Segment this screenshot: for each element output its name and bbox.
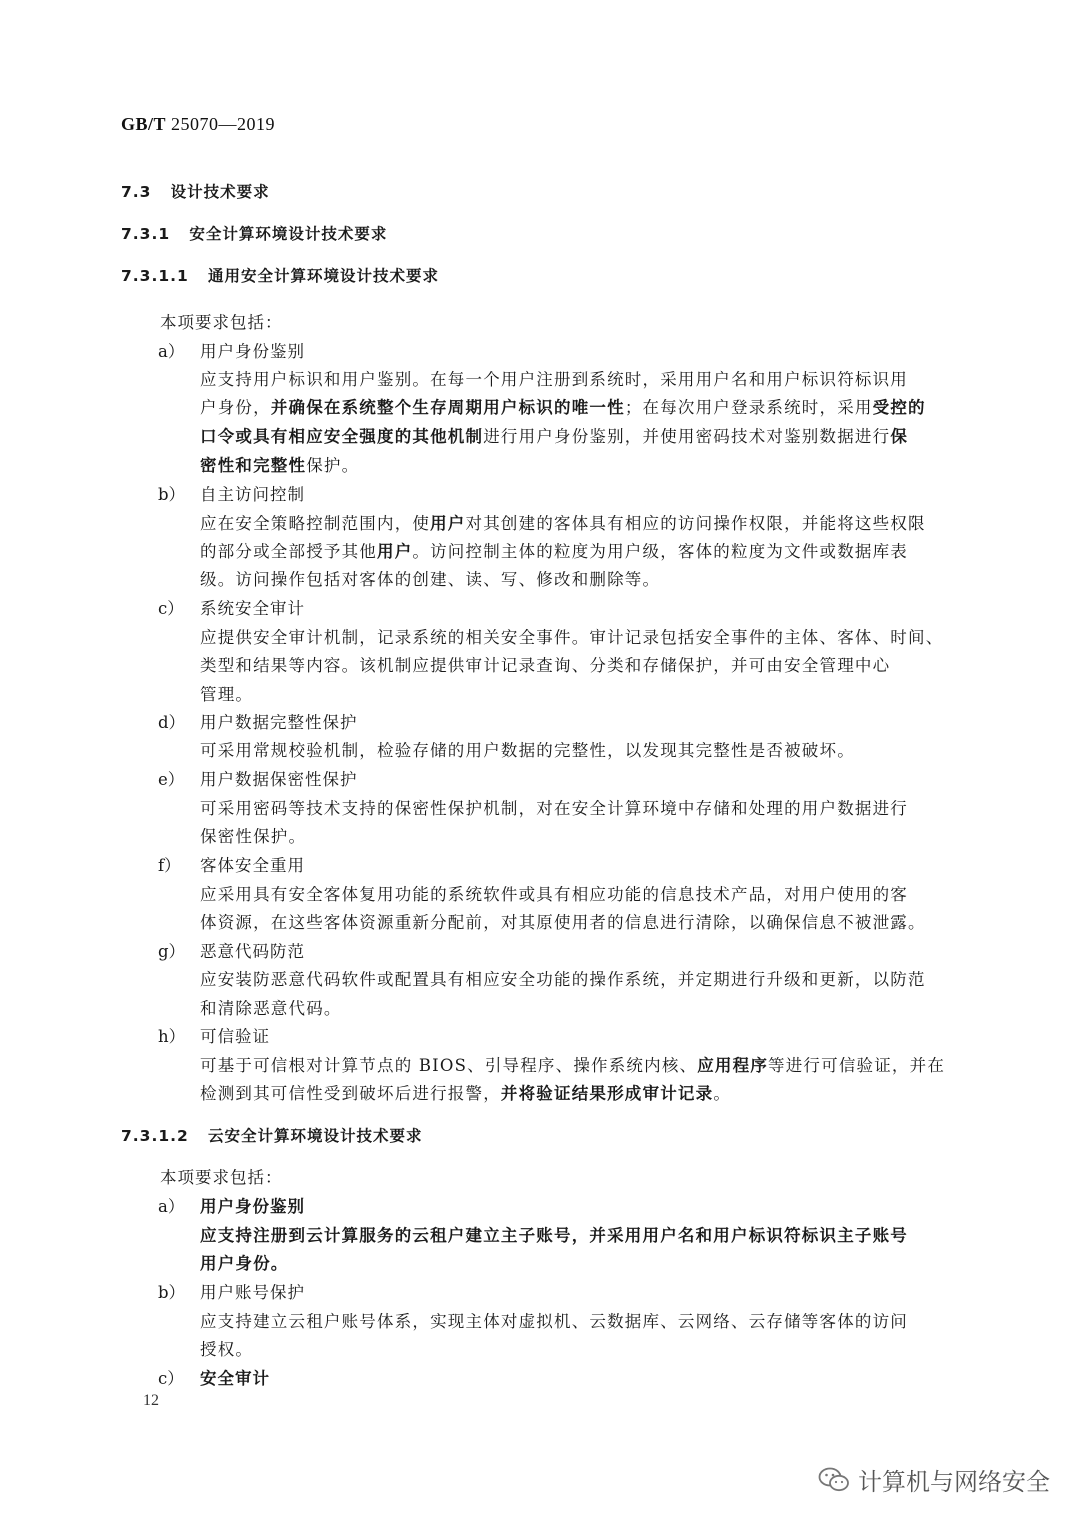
section-title: 设计技术要求: [170, 183, 270, 201]
emphasis: 口令或具有相应安全强度的其他机制: [200, 427, 484, 446]
emphasis: 用户: [377, 542, 413, 561]
emphasis: 并确保在系统整个生存周期用户标识的唯一性: [270, 398, 625, 417]
standard-prefix: GB/T: [121, 114, 167, 134]
item-label: e）: [158, 770, 185, 789]
item-label: b）: [158, 1283, 186, 1302]
section-number: 7.3.1.2: [121, 1127, 189, 1145]
watermark-text: 计算机与网络安全: [858, 1468, 1050, 1496]
item-title: 恶意代码防范: [200, 942, 305, 961]
section-title: 安全计算环境设计技术要求: [189, 225, 388, 243]
emphasis: 用户: [430, 514, 466, 533]
emphasis: 保: [890, 427, 909, 446]
standard-number: 25070—2019: [171, 114, 276, 134]
section-number: 7.3: [121, 183, 152, 201]
item-label: g）: [158, 942, 186, 961]
item-label: b）: [158, 485, 186, 504]
item-title: 用户身份鉴别: [200, 1197, 305, 1216]
item-title: 安全审计: [200, 1369, 270, 1388]
item-title: 用户数据保密性保护: [200, 770, 358, 789]
emphasis: 密性和完整性: [200, 456, 307, 475]
item-label: d）: [158, 713, 186, 732]
section-title: 云安全计算环境设计技术要求: [208, 1127, 423, 1145]
emphasis: 并将验证结果形成审计记录: [500, 1084, 714, 1103]
item-label: c）: [158, 1369, 184, 1388]
item-label: f）: [158, 856, 181, 875]
item-title: 客体安全重用: [200, 856, 305, 875]
item-title: 用户身份鉴别: [200, 342, 305, 361]
emphasis: 受控的: [872, 398, 926, 417]
section-7-3-1-1-heading: [121, 264, 1080, 286]
intro-text: 本项要求包括：: [160, 1168, 283, 1187]
emphasis: 应用程序: [697, 1056, 769, 1075]
item-title: 用户账号保护: [200, 1283, 305, 1302]
section-title: 通用安全计算环境设计技术要求: [208, 267, 440, 285]
page-number: 12: [143, 1392, 159, 1409]
section-number: 7.3.1: [121, 225, 171, 243]
item-label: a）: [158, 1197, 185, 1216]
item-title: 系统安全审计: [200, 599, 305, 618]
section-number: 7.3.1.1: [121, 267, 189, 285]
item-label: c）: [158, 599, 184, 618]
item-title: 可信验证: [200, 1027, 270, 1046]
item-label: a）: [158, 342, 185, 361]
section-7-3-1-2-heading: [121, 1124, 1080, 1146]
intro-text: 本项要求包括：: [160, 313, 283, 332]
item-label: h）: [158, 1027, 186, 1046]
section-7-3-1-heading: [121, 222, 1080, 244]
section-7-3-heading: [121, 180, 1080, 202]
item-title: 自主访问控制: [200, 485, 305, 504]
item-title: 用户数据完整性保护: [200, 713, 358, 732]
standard-code: [121, 114, 275, 135]
wechat-icon: [818, 1467, 850, 1493]
watermark: [818, 1462, 1050, 1497]
